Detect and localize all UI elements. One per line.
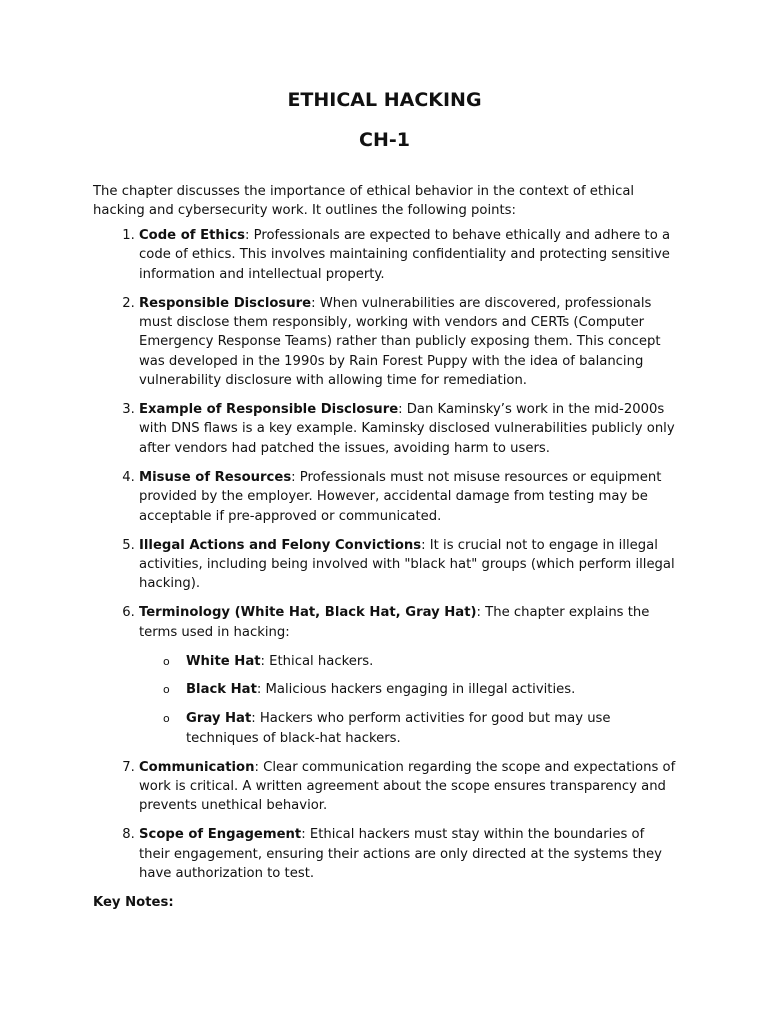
subitem-term: Black Hat — [186, 682, 257, 698]
list-item — [139, 468, 676, 526]
item-term: Example of Responsible Disclosure — [139, 402, 399, 418]
item-term: Misuse of Resources — [139, 469, 292, 485]
list-item — [139, 294, 676, 391]
chapter-heading: CH-1 — [359, 129, 410, 151]
sublist-item — [163, 709, 676, 748]
list-item — [139, 226, 676, 284]
item-text: : Clear communication regarding the scope and expectations of work is critical. A written agreement about the scope ensures transparency and prevents unethical behavior. — [139, 759, 676, 814]
sublist-item — [163, 680, 676, 699]
list-item — [139, 825, 676, 883]
item-term: Code of Ethics — [139, 227, 245, 243]
key-notes-heading: Key Notes: — [93, 895, 174, 911]
item-text: : The chapter explains the terms used in hacking: — [139, 605, 650, 640]
item-term: Terminology (White Hat, Black Hat, Gray Hat) — [139, 605, 477, 621]
item-text: : Ethical hackers must stay within the boundaries of their engagement, ensuring their actions are only directed at the systems they have authorization to test. — [139, 827, 662, 882]
document-title: ETHICAL HACKING — [287, 89, 482, 111]
list-item — [139, 536, 676, 594]
item-term: Illegal Actions and Felony Convictions — [139, 537, 422, 553]
subitem-term: Gray Hat — [186, 711, 252, 727]
item-text: : Professionals are expected to behave ethically and adhere to a code of ethics. This involves maintaining confidentiality and protecting sensitive information and intellectual property. — [139, 227, 671, 282]
points-list — [93, 226, 676, 884]
subitem-term: White Hat — [186, 653, 261, 669]
subitem-text: : Malicious hackers engaging in illegal activities. — [256, 682, 576, 698]
item-text: : Professionals must not misuse resources or equipment provided by the employer. However, accidental damage from testing may be acceptable if pre-approved or communicated. — [139, 469, 662, 524]
list-item — [139, 400, 676, 458]
intro-paragraph: The chapter discusses the importance of ethical behavior in the context of ethical hacking and cybersecurity work. It outlines the following points: — [93, 184, 635, 219]
item-text: : It is crucial not to engage in illegal activities, including being involved with "black hat" groups (which perform illegal hacking). — [139, 537, 675, 592]
list-item — [139, 603, 676, 748]
item-term: Responsible Disclosure — [139, 295, 312, 311]
list-item — [139, 758, 676, 816]
terminology-sublist — [139, 652, 676, 749]
sublist-item — [163, 652, 676, 671]
item-term: Scope of Engagement — [139, 827, 302, 843]
subitem-text: : Hackers who perform activities for good but may use techniques of black-hat hackers. — [186, 711, 611, 746]
item-text: : When vulnerabilities are discovered, professionals must disclose them responsibly, working with vendors and CERTs (Computer Emergency Response Teams) rather than publicly exposing them. This concept was developed in the 1990s by Rain Forest Puppy with the idea of balancing vulnerability disclosure with allowing time for remediation. — [139, 295, 661, 389]
item-text: : Dan Kaminsky’s work in the mid-2000s with DNS flaws is a key example. Kaminsky disclosed vulnerabilities publicly only after vendors had patched the issues, avoiding harm to users. — [139, 402, 675, 456]
item-term: Communication — [139, 759, 255, 775]
subitem-text: : Ethical hackers. — [260, 653, 374, 669]
